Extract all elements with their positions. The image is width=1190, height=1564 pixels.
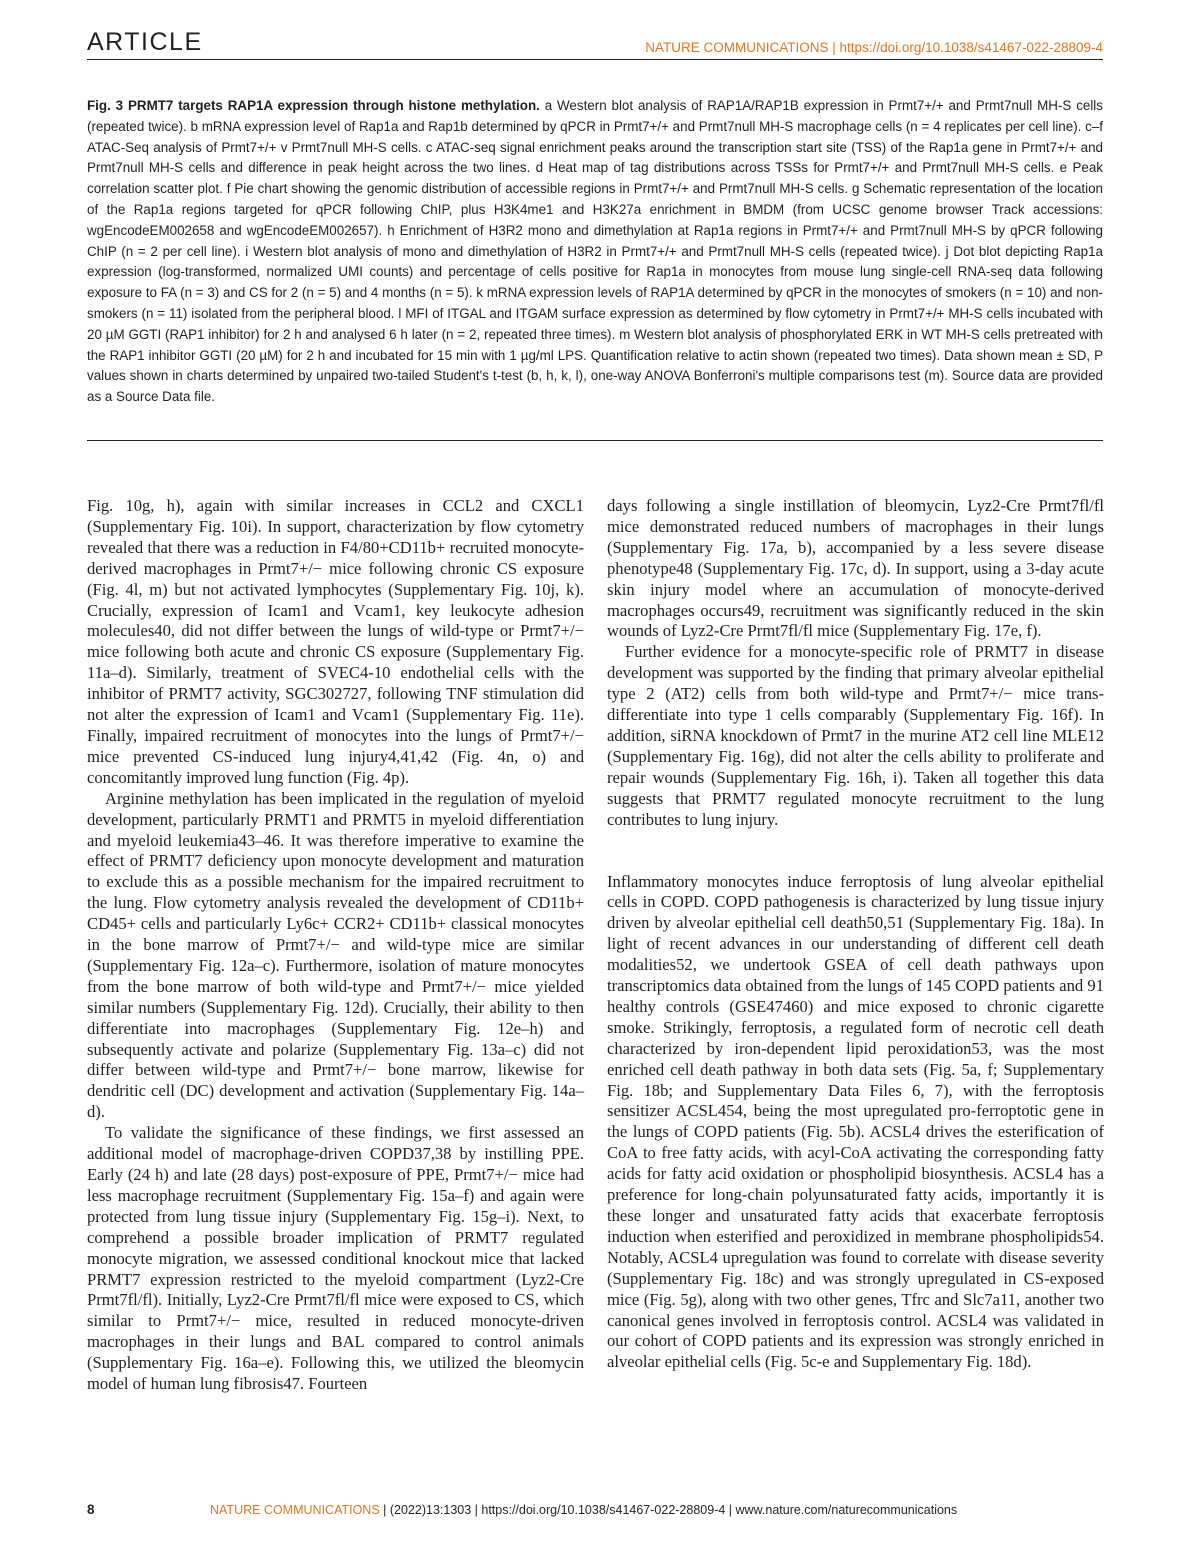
paragraph: To validate the significance of these findings, we first assessed an additional model of macrophage-driven COPD37,38 by instilling PPE. Early (24 h) and late (28 days) post-exposure of PPE, Prmt7+/− mice had less macrophage recruitment (Supplementary Fig. 15a–f) and again were protected from lung tissue injury (Supplementary Fig. 15g–i). Next, to comprehend a possible broader implication of PRMT7 regulated monocyte migration, we assessed conditional knockout mice that lacked PRMT7 expression restricted to the myeloid compartment (Lyz2-Cre Prmt7fl/fl). Initially, Lyz2-Cre Prmt7fl/fl mice were exposed to CS, which similar to Prmt7+/− mice, resulted in reduced monocyte-driven macrophages in their lungs and BAL compared to control animals (Supplementary Fig. 16a–e). Following this, we utilized the bleomycin model of human lung fibrosis47. Fourteen bbox=[87, 1123, 584, 1394]
footer-citation-text: | (2022)13:1303 | https://doi.org/10.1038/s41467-022-28809-4 | www.nature.com/naturecommunications bbox=[379, 1503, 958, 1517]
caption-text: a Western blot analysis of RAP1A/RAP1B expression in Prmt7+/+ and Prmt7null MH-S cells (repeated twice). b mRNA expression level of Rap1a and Rap1b determined by qPCR in Prmt7+/+ and Prmt7null MH-S macrophage cells (n = 4 replicates per cell line). c–f ATAC-Seq analysis of Prmt7+/+ v Prmt7null MH-S cells. c ATAC-seq signal enrichment peaks around the transcription start site (TSS) of the Rap1a gene in Prmt7+/+ and Prmt7null MH-S cells and difference in peak height across the two lines. d Heat map of tag distributions across TSSs for Prmt7+/+ and Prmt7null MH-S cells. e Peak correlation scatter plot. f Pie chart showing the genomic distribution of accessible regions in Prmt7+/+ and Prmt7null MH-S cells. g Schematic representation of the location of the Rap1a regions targeted for qPCR following ChIP, plus H3K4me1 and H3K27a enrichment in BMDM (from UCSC genome browser Track accessions: wgEncodeEM002658 and wgEncodeEM002657). h Enrichment of H3R2 mono and dimethylation at Rap1a regions in Prmt7+/+ and Prmt7null MH-S by qPCR following ChIP (n = 2 per cell line). i Western blot analysis of mono and dimethylation of H3R2 in Prmt7+/+ and Prmt7null MH-S cells (repeated twice). j Dot blot depicting Rap1a expression (log-transformed, normalized UMI counts) and percentage of cells positive for Rap1a in monocytes from mouse lung single-cell RNA-seq data following exposure to FA (n = 3) and CS for 2 (n = 5) and 4 months (n = 5). k mRNA expression levels of RAP1A determined by qPCR in the monocytes of smokers (n = 10) and non-smokers (n = 11) isolated from the peripheral blood. l MFI of ITGAL and ITGAM surface expression as determined by flow cytometry in Prmt7+/+ MH-S cells incubated with 20 µM GGTI (RAP1 inhibitor) for 2 h and analysed 6 h later (n = 2, repeated three times). m Western blot analysis of phosphorylated ERK in WT MH-S cells pretreated with the RAP1 inhibitor GGTI (20 µM) for 2 h and incubated for 15 min with 1 µg/ml LPS. Quantification relative to actin shown (repeated two times). Data shown mean ± SD, P values shown in charts determined by unpaired two-tailed Student's t-test (b, h, k, l), one-way ANOVA Bonferroni's multiple comparisons test (m). Source data are provided as a Source Data file. bbox=[87, 98, 1103, 405]
paragraph: days following a single instillation of bleomycin, Lyz2-Cre Prmt7fl/fl mice demonstrated reduced numbers of macrophages in their lungs (Supplementary Fig. 17a, b), accompanied by a less severe disease phenotype48 (Supplementary Fig. 17c, d). In support, using a 3-day acute skin injury model where an accumulation of monocyte-derived macrophages occurs49, recruitment was significantly reduced in the skin wounds of Lyz2-Cre Prmt7fl/fl mice (Supplementary Fig. 17e, f). bbox=[607, 496, 1104, 641]
body-column-right bbox=[607, 496, 1104, 1373]
paragraph: Fig. 10g, h), again with similar increases in CCL2 and CXCL1 (Supplementary Fig. 10i). In support, characterization by flow cytometry revealed that there was a reduction in F4/80+CD11b+ recruited monocyte-derived macrophages in Prmt7+/− mice following chronic CS exposure (Fig. 4l, m) but not activated lymphocytes (Supplementary Fig. 10j, k). Crucially, expression of Icam1 and Vcam1, key leukocyte adhesion molecules40, did not differ between the lungs of wild-type or Prmt7+/− mice following both acute and chronic CS exposure (Supplementary Fig. 11a–d). Similarly, treatment of SVEC4-10 endothelial cells with the inhibitor of PRMT7 activity, SGC302727, following TNF stimulation did not alter the expression of Icam1 and Vcam1 (Supplementary Fig. 11e). Finally, impaired recruitment of monocytes into the lungs of Prmt7+/− mice prevented CS-induced lung injury4,41,42 (Fig. 4n, o) and concomitantly improved lung function (Fig. 4p). bbox=[87, 496, 584, 787]
footer-journal[interactable]: NATURE COMMUNICATIONS bbox=[210, 1503, 380, 1517]
header-divider bbox=[87, 59, 1103, 60]
caption-divider bbox=[87, 440, 1103, 441]
caption-title: Fig. 3 PRMT7 targets RAP1A expression through histone methylation. bbox=[87, 98, 540, 113]
paragraph: Further evidence for a monocyte-specific role of PRMT7 in disease development was supported by the finding that primary alveolar epithelial type 2 (AT2) cells from both wild-type and Prmt7+/− mice trans-differentiate into type 1 cells comparably (Supplementary Fig. 16f). In addition, siRNA knockdown of Prmt7 in the murine AT2 cell line MLE12 (Supplementary Fig. 16g), did not alter the cells ability to proliferate and repair wounds (Supplementary Fig. 16h, i). Taken all together this data suggests that PRMT7 regulated monocyte recruitment to the lung contributes to lung injury. bbox=[607, 642, 1104, 829]
section-paragraph: Inflammatory monocytes induce ferroptosis of lung alveolar epithelial cells in COPD. COPD pathogenesis is characterized by lung tissue injury driven by alveolar epithelial cell death50,51 (Supplementary Fig. 18a). In light of recent advances in our understanding of different cell death modalities52, we undertook GSEA of cell death pathways upon transcriptomics data obtained from the lungs of 145 COPD patients and 91 healthy controls (GSE47460) and mice exposed to chronic cigarette smoke. Strikingly, ferroptosis, a regulated form of necrotic cell death characterized by iron-dependent lipid peroxidation53, was the most enriched cell death pathway in both data sets (Fig. 5a, f; Supplementary Fig. 18b; and Supplementary Data Files 6, 7), with the ferroptosis sensitizer ACSL454, being the most upregulated pro-ferroptotic gene in the lungs of COPD patients (Fig. 5b). ACSL4 drives the esterification of CoA to free fatty acids, with acyl-CoA activating the corresponding fatty acids for fatty acid oxidation or phospholipid biosynthesis. ACSL4 has a preference for long-chain polyunsaturated fatty acids, importantly it is these longer and unsaturated fatty acids that exacerbate ferroptosis induction when esterified and peroxidized in membrane phospholipids54. Notably, ACSL4 upregulation was found to correlate with disease severity (Supplementary Fig. 18c) and was strongly upregulated in CS-exposed mice (Fig. 5g), along with two other genes, Tfrc and Slc7a11, another two canonical genes involved in ferroptosis control. ACSL4 was validated in our cohort of COPD patients and its expression was strongly enriched in alveolar epithelial cells (Fig. 5c-e and Supplementary Fig. 18d). bbox=[607, 871, 1104, 1372]
section-label: ARTICLE bbox=[87, 28, 203, 56]
figure-caption bbox=[87, 96, 1103, 408]
footer-citation bbox=[210, 1503, 957, 1517]
paragraph: Arginine methylation has been implicated in the regulation of myeloid development, particularly PRMT1 and PRMT5 in myeloid differentiation and myeloid leukemia43–46. It was therefore imperative to examine the effect of PRMT7 deficiency upon monocyte development and maturation to exclude this as a possible mechanism for the impaired recruitment to the lung. Flow cytometry analysis revealed the development of CD11b+ CD45+ cells and particularly Ly6c+ CCR2+ CD11b+ classical monocytes in the bone marrow of Prmt7+/− and wild-type mice are similar (Supplementary Fig. 12a–c). Furthermore, isolation of mature monocytes from the bone marrow of both wild-type and Prmt7+/− mice yielded similar numbers (Supplementary Fig. 12d). Crucially, their ability to then differentiate into macrophages (Supplementary Fig. 12e–h) and subsequently activate and polarize (Supplementary Fig. 13a–c) did not differ between wild-type and Prmt7+/− bone marrow, likewise for dendritic cell (DC) development and activation (Supplementary Fig. 14a–d). bbox=[87, 788, 584, 1122]
page-number: 8 bbox=[87, 1502, 95, 1517]
body-column-left bbox=[87, 496, 584, 1395]
journal-reference[interactable]: NATURE COMMUNICATIONS | https://doi.org/10.1038/s41467-022-28809-4 bbox=[645, 40, 1103, 55]
